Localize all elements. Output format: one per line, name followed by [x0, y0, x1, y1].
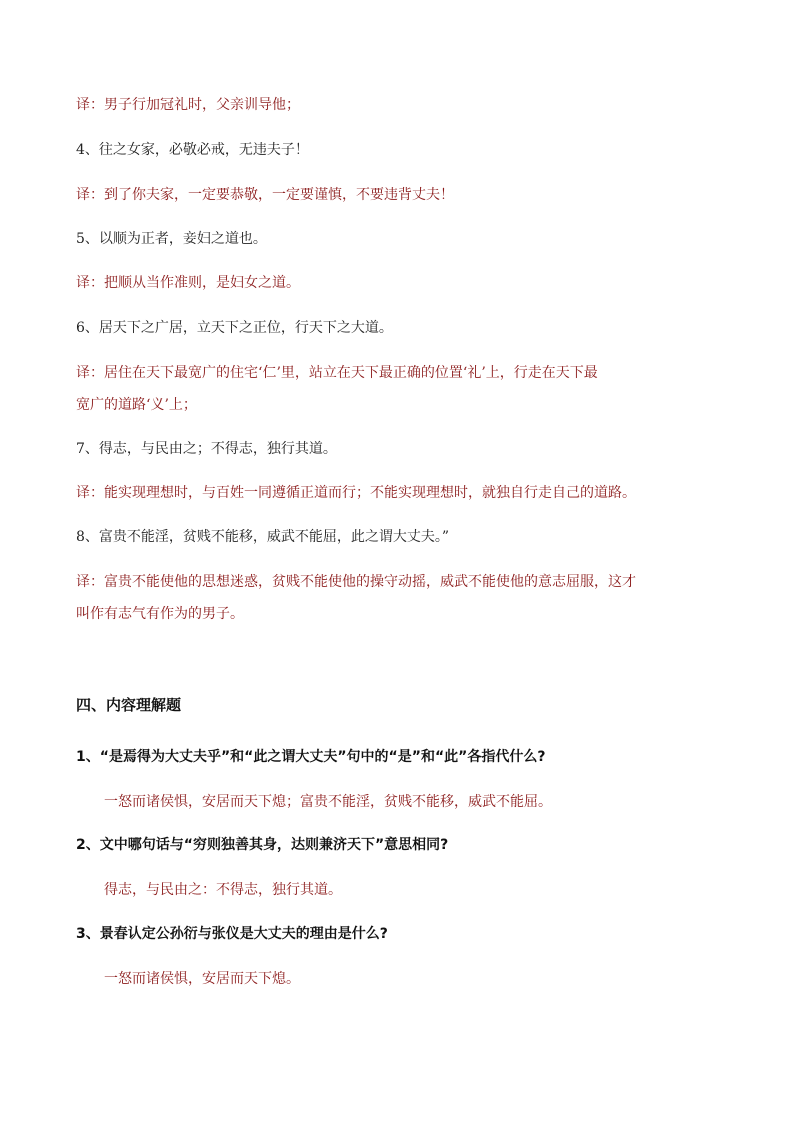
classical-text-line: 5、以顺为正者，妾妇之道也。 [76, 231, 267, 247]
translation-line: 译：富贵不能使他的思想迷惑，贫贱不能使他的操守动摇，威武不能使他的意志屈服，这才 [76, 574, 636, 590]
translation-line: 译：能实现理想时，与百姓一同遵循正道而行；不能实现理想时，就独自行走自己的道路。 [76, 485, 636, 501]
classical-text-line: 6、居天下之广居，立天下之正位，行天下之大道。 [76, 320, 393, 336]
question-3: 3、景春认定公孙衍与张仪是大丈夫的理由是什么? [76, 926, 388, 942]
translation-line-continued: 宽广的道路‘义’上； [76, 397, 197, 413]
answer-3: 一怒而诸侯惧，安居而天下熄。 [104, 971, 300, 987]
answer-1: 一怒而诸侯惧，安居而天下熄；富贵不能淫，贫贱不能移，威武不能屈。 [104, 794, 552, 810]
question-1: 1、“是焉得为大丈夫乎”和“此之谓大丈夫”句中的“是”和“此”各指代什么? [76, 749, 546, 765]
question-2: 2、文中哪句话与“穷则独善其身，达则兼济天下”意思相同? [76, 837, 449, 853]
translation-line: 译：把顺从当作准则，是妇女之道。 [76, 275, 300, 291]
classical-text-line: 7、得志，与民由之；不得志，独行其道。 [76, 441, 337, 457]
answer-2: 得志，与民由之：不得志，独行其道。 [104, 882, 342, 898]
classical-text-line: 4、往之女家，必敬必戒，无违夫子！ [76, 142, 309, 158]
translation-line-continued: 叫作有志气有作为的男子。 [76, 606, 244, 622]
section-heading: 四、内容理解题 [76, 696, 182, 714]
translation-line: 译：男子行加冠礼时，父亲训导他； [76, 97, 300, 113]
translation-line: 译：居住在天下最宽广的住宅‘仁’里，站立在天下最正确的位置‘礼’上，行走在天下最 [76, 365, 598, 381]
classical-text-line: 8、富贵不能淫，贫贱不能移，威武不能屈，此之谓大丈夫。” [76, 529, 450, 545]
translation-line: 译：到了你夫家，一定要恭敬，一定要谨慎，不要违背丈夫！ [76, 187, 454, 203]
